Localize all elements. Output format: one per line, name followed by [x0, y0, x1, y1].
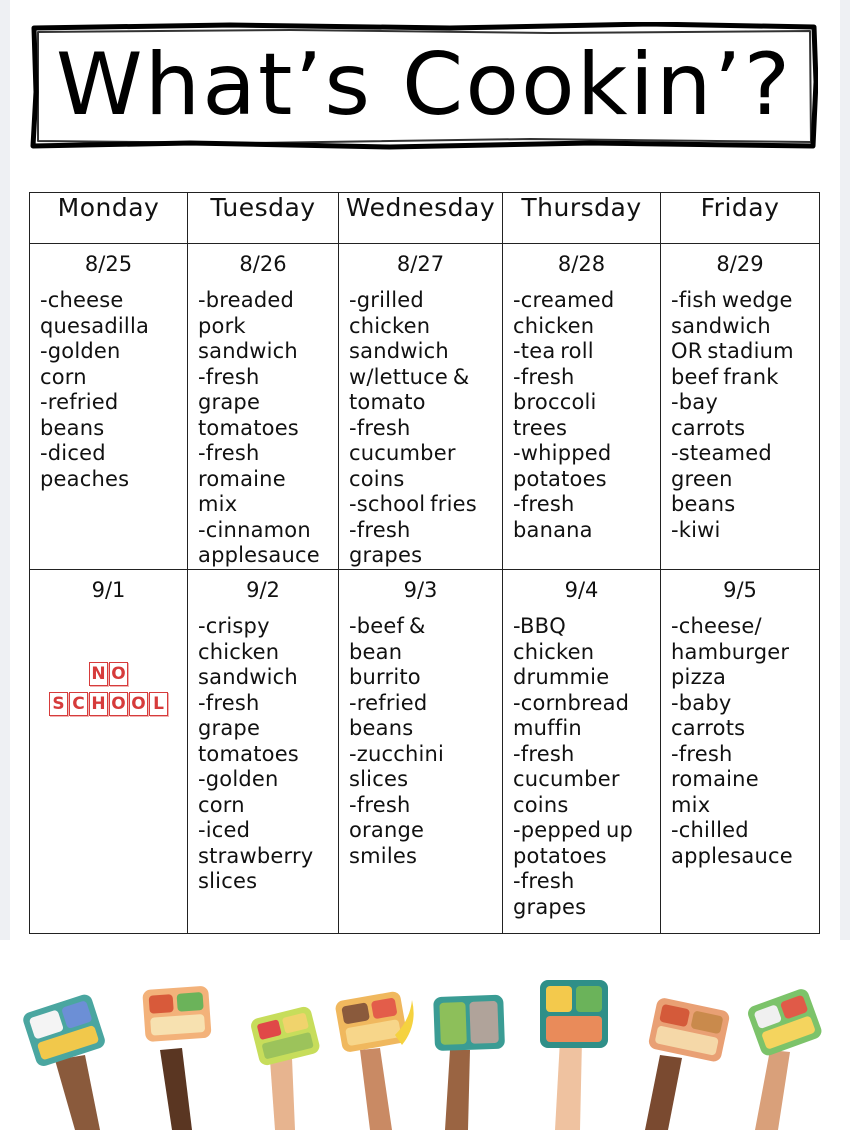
- cell-date: 8/25: [84, 252, 133, 276]
- menu-cell: [503, 244, 661, 570]
- title-frame: [30, 22, 818, 150]
- cell-date: 9/2: [246, 578, 280, 602]
- menu-cell: [661, 244, 820, 570]
- menu-cell: [503, 570, 661, 934]
- day-header-wednesday: Wednesday: [339, 193, 503, 244]
- cell-date: 9/5: [723, 578, 757, 602]
- menu-items: -breaded pork sandwich -fresh grape tomatoes -fresh romaine mix -cinnamon applesauce: [198, 288, 320, 567]
- day-header-tuesday: Tuesday: [188, 193, 339, 244]
- lunch-tray-illustration: [0, 940, 850, 1130]
- cell-date: 8/26: [239, 252, 287, 276]
- menu-cell: [188, 244, 339, 570]
- menu-items: -beef & bean burrito -refried beans -zucchini slices -fresh orange smiles: [349, 614, 445, 868]
- cell-date: 8/28: [557, 252, 606, 276]
- week-row: [30, 244, 820, 570]
- menu-cell: [188, 570, 339, 934]
- no-school-letter-tile: O: [109, 692, 128, 716]
- menu-items: -creamed chicken -tea roll -fresh broccoli trees -whipped potatoes -fresh banana: [513, 288, 615, 542]
- no-school-letter-tile: N: [89, 662, 108, 686]
- no-school-letter-tile: O: [129, 692, 148, 716]
- right-gutter: [840, 0, 850, 940]
- left-gutter: [0, 0, 10, 940]
- day-header-friday: Friday: [661, 193, 820, 244]
- cell-date: 9/4: [564, 578, 599, 602]
- menu-cell: [339, 570, 503, 934]
- menu-items: -crispy chicken sandwich -fresh grape tomatoes -golden corn -iced strawberry slices: [198, 614, 314, 893]
- no-school-letter-tile: L: [149, 692, 168, 716]
- day-header-row: [30, 193, 820, 244]
- menu-items: -fish wedge sandwich OR stadium beef frank -bay carrots -steamed green beans -kiwi: [671, 288, 794, 542]
- menu-cell: [30, 244, 188, 570]
- no-school-letter-tile: H: [89, 692, 108, 716]
- page-title: What’s Cookin’?: [55, 35, 793, 135]
- menu-cell: [661, 570, 820, 934]
- menu-items: -BBQ chicken drummie -cornbread muffin -fresh cucumber coins -pepped up potatoes -fresh grapes: [513, 614, 634, 919]
- menu-items: -cheese/ hamburger pizza -baby carrots -fresh romaine mix -chilled applesauce: [671, 614, 793, 868]
- week-row: [30, 570, 820, 934]
- menu-items: -grilled chicken sandwich w/lettuce & tomato -fresh cucumber coins -school fries -fresh grapes: [349, 288, 477, 567]
- no-school-banner: [30, 662, 187, 716]
- menu-cell: [339, 244, 503, 570]
- day-header-monday: Monday: [30, 193, 188, 244]
- day-header-thursday: Thursday: [503, 193, 661, 244]
- cell-date: 9/1: [91, 578, 126, 602]
- menu-table: [29, 192, 820, 934]
- no-school-letter-tile: S: [49, 692, 68, 716]
- no-school-line-2: [30, 692, 187, 716]
- cell-date: 9/3: [403, 578, 438, 602]
- cell-date: 8/27: [396, 252, 445, 276]
- no-school-letter-tile: O: [109, 662, 128, 686]
- no-school-letter-tile: C: [69, 692, 88, 716]
- no-school-line-1: [30, 662, 187, 686]
- menu-items: -cheese quesadilla -golden corn -refried beans -diced peaches: [40, 288, 150, 491]
- cell-date: 8/29: [716, 252, 764, 276]
- raised-hands-illustration: [21, 980, 824, 1130]
- menu-cell-no-school: [30, 570, 188, 934]
